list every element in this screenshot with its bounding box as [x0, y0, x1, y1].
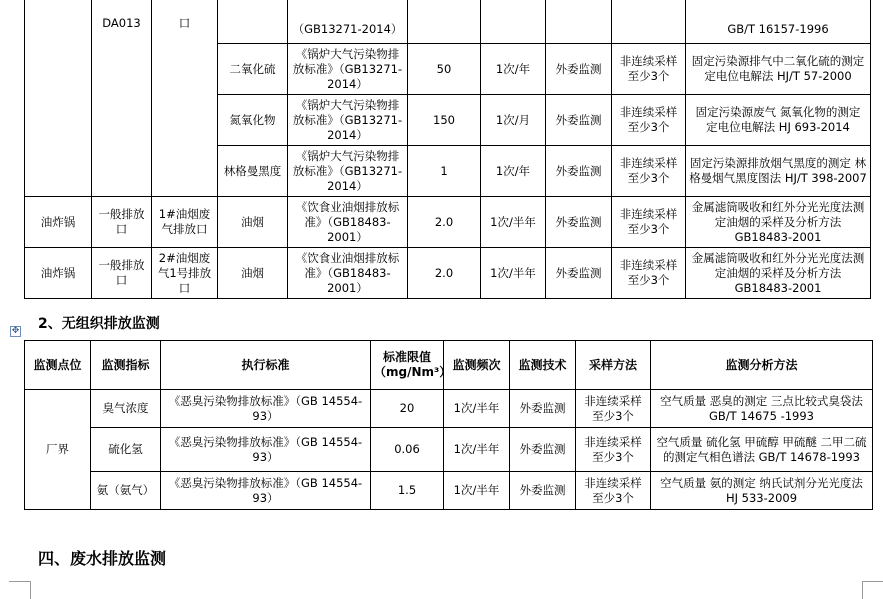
- header-limit: 标准限值（mg/Nm³）: [371, 341, 444, 390]
- table-row: [25, 197, 871, 248]
- cell-point: 油炸锅: [25, 248, 92, 299]
- cell-freq: 1次/半年: [444, 390, 510, 428]
- cell-outlet-name: 1#油烟废气排放口: [152, 197, 218, 248]
- page-corner-mark: [862, 581, 863, 599]
- header-point: 监测点位: [25, 341, 91, 390]
- cell-tech: 外委监测: [546, 95, 612, 146]
- cell-method: 金属滤筒吸收和红外分光光度法测定油烟的采样及分析方法 GB18483-2001: [686, 197, 871, 248]
- header-method: 监测分析方法: [651, 341, 873, 390]
- table-row: [25, 248, 871, 299]
- cell-method: 空气质量 氨的测定 纳氏试剂分光光度法 HJ 533-2009: [651, 472, 873, 510]
- cell-sampling: 非连续采样至少3个: [612, 146, 686, 197]
- cell-freq: [481, 0, 546, 44]
- cell-indicator: 臭气浓度: [91, 390, 161, 428]
- cell-indicator: 硫化氢: [91, 428, 161, 472]
- cell-sampling: 非连续采样至少3个: [576, 428, 651, 472]
- organized-emission-table: [24, 0, 871, 299]
- cell-standard: 《饮食业油烟排放标准》（GB18483-2001）: [288, 197, 408, 248]
- cell-sampling: 非连续采样至少3个: [612, 197, 686, 248]
- cell-outlet-type: DA013: [92, 0, 152, 197]
- cell-method: 固定污染源排气中二氧化硫的测定 定电位电解法 HJ/T 57-2000: [686, 44, 871, 95]
- header-sampling: 采样方法: [576, 341, 651, 390]
- move-anchor-icon[interactable]: ✥: [11, 326, 20, 336]
- page-corner-mark: [862, 581, 883, 582]
- cell-method: 固定污染源废气 氮氧化物的测定 定电位电解法 HJ 693-2014: [686, 95, 871, 146]
- page-corner-mark: [30, 581, 31, 599]
- page-corner-mark: [9, 581, 31, 582]
- cell-standard: 《锅炉大气污染物排放标准》（GB13271-2014）: [288, 44, 408, 95]
- fugitive-emission-table: [24, 340, 873, 510]
- cell-sampling: 非连续采样至少3个: [576, 472, 651, 510]
- cell-point: 油炸锅: [25, 197, 92, 248]
- header-indicator: 监测指标: [91, 341, 161, 390]
- cell-tech: 外委监测: [546, 44, 612, 95]
- cell-method: GB/T 16157-1996: [686, 0, 871, 44]
- table-header-row: [25, 341, 873, 390]
- cell-limit: 20: [371, 390, 444, 428]
- cell-freq: 1次/半年: [481, 197, 546, 248]
- cell-point: [25, 0, 92, 197]
- cell-freq: 1次/半年: [444, 472, 510, 510]
- cell-tech: 外委监测: [546, 197, 612, 248]
- header-standard: 执行标准: [161, 341, 371, 390]
- cell-limit: 2.0: [408, 197, 481, 248]
- section-heading: 四、废水排放监测: [38, 549, 167, 568]
- cell-indicator: [218, 0, 288, 44]
- cell-standard: 《恶臭污染物排放标准》（GB 14554-93）: [161, 390, 371, 428]
- cell-outlet-type: 一般排放口: [92, 248, 152, 299]
- cell-tech: 外委监测: [546, 248, 612, 299]
- cell-tech: 外委监测: [510, 428, 576, 472]
- cell-limit: 1: [408, 146, 481, 197]
- cell-freq: 1次/月: [481, 95, 546, 146]
- table-row: [25, 390, 873, 428]
- table-row: [25, 0, 871, 44]
- cell-limit: 50: [408, 44, 481, 95]
- cell-standard: 《锅炉大气污染物排放标准》（GB13271-2014）: [288, 95, 408, 146]
- header-freq: 监测频次: [444, 341, 510, 390]
- cell-indicator: 氮氧化物: [218, 95, 288, 146]
- cell-standard: （GB13271-2014）: [288, 0, 408, 44]
- cell-method: 固定污染源排放烟气黑度的测定 林格曼烟气黑度图法 HJ/T 398-2007: [686, 146, 871, 197]
- cell-standard: 《锅炉大气污染物排放标准》（GB13271-2014）: [288, 146, 408, 197]
- cell-sampling: 非连续采样至少3个: [612, 44, 686, 95]
- cell-freq: 1次/半年: [444, 428, 510, 472]
- cell-limit: 1.5: [371, 472, 444, 510]
- cell-sampling: [612, 0, 686, 44]
- cell-indicator: 氨（氨气）: [91, 472, 161, 510]
- cell-limit: 150: [408, 95, 481, 146]
- cell-freq: 1次/年: [481, 44, 546, 95]
- cell-method: 金属滤筒吸收和红外分光光度法测定油烟的采样及分析方法 GB18483-2001: [686, 248, 871, 299]
- cell-tech: 外委监测: [510, 472, 576, 510]
- cell-sampling: 非连续采样至少3个: [612, 95, 686, 146]
- cell-indicator: 二氧化硫: [218, 44, 288, 95]
- cell-outlet-name: 2#油烟废气1号排放口: [152, 248, 218, 299]
- cell-standard: 《恶臭污染物排放标准》（GB 14554-93）: [161, 428, 371, 472]
- table-row: [25, 428, 873, 472]
- cell-freq: 1次/半年: [481, 248, 546, 299]
- cell-outlet-type: 一般排放口: [92, 197, 152, 248]
- cell-point: 厂界: [25, 390, 91, 510]
- cell-tech: [546, 0, 612, 44]
- cell-tech: 外委监测: [510, 390, 576, 428]
- cell-limit: 2.0: [408, 248, 481, 299]
- header-tech: 监测技术: [510, 341, 576, 390]
- cell-sampling: 非连续采样至少3个: [576, 390, 651, 428]
- cell-outlet-name: 口: [152, 0, 218, 197]
- cell-method: 空气质量 恶臭的测定 三点比较式臭袋法 GB/T 14675 -1993: [651, 390, 873, 428]
- cell-indicator: 油烟: [218, 248, 288, 299]
- cell-standard: 《饮食业油烟排放标准》（GB18483-2001）: [288, 248, 408, 299]
- cell-freq: 1次/年: [481, 146, 546, 197]
- cell-sampling: 非连续采样至少3个: [612, 248, 686, 299]
- cell-limit: 0.06: [371, 428, 444, 472]
- cell-tech: 外委监测: [546, 146, 612, 197]
- cell-method: 空气质量 硫化氢 甲硫醇 甲硫醚 二甲二硫的测定气相色谱法 GB/T 14678-1993: [651, 428, 873, 472]
- cell-limit: [408, 0, 481, 44]
- cell-indicator: 油烟: [218, 197, 288, 248]
- section-heading: 2、无组织排放监测: [38, 316, 160, 332]
- cell-indicator: 林格曼黑度: [218, 146, 288, 197]
- cell-standard: 《恶臭污染物排放标准》（GB 14554-93）: [161, 472, 371, 510]
- table-row: [25, 472, 873, 510]
